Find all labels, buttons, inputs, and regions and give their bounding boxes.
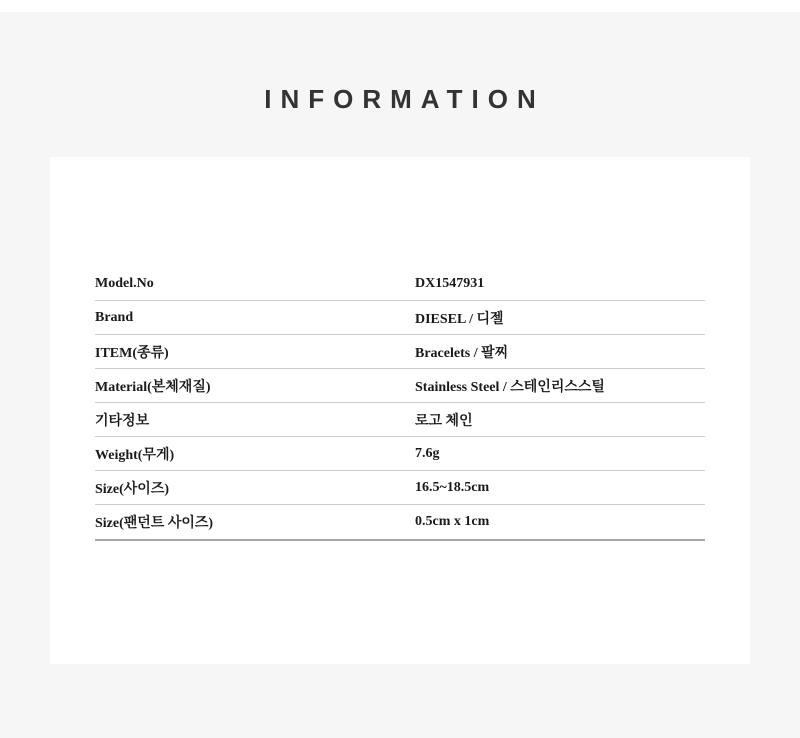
information-section bbox=[0, 12, 800, 738]
row-label: Brand bbox=[95, 309, 134, 325]
row-value: DX1547931 bbox=[415, 275, 485, 291]
row-label: 기타정보 bbox=[95, 413, 150, 429]
row-value: Bracelets / 팔찌 bbox=[415, 345, 509, 361]
table-row bbox=[95, 505, 705, 539]
row-value: Stainless Steel / 스테인리스스틸 bbox=[415, 379, 605, 395]
row-value: 0.5cm x 1cm bbox=[415, 514, 490, 529]
row-label: ITEM(종류) bbox=[95, 345, 169, 361]
row-label: Weight(무게) bbox=[95, 447, 175, 463]
row-value: 7.6g bbox=[415, 445, 440, 461]
table-row bbox=[95, 471, 705, 505]
top-white-strip bbox=[0, 0, 800, 12]
row-value: 로고 체인 bbox=[415, 413, 473, 429]
table-row bbox=[95, 437, 705, 471]
row-value: DIESEL / 디젤 bbox=[415, 311, 504, 327]
row-label: Size(사이즈) bbox=[95, 481, 169, 497]
table-row bbox=[95, 301, 705, 335]
table-row bbox=[95, 369, 705, 403]
row-value: 16.5~18.5cm bbox=[415, 479, 490, 495]
table-row bbox=[95, 335, 705, 369]
row-label: Model.No bbox=[95, 275, 154, 291]
page-title: INFORMATION bbox=[264, 84, 545, 114]
row-label: Size(팬던트 사이즈) bbox=[95, 516, 214, 531]
table-row bbox=[95, 403, 705, 437]
row-label: Material(본체재질) bbox=[95, 379, 211, 395]
info-card bbox=[50, 157, 750, 664]
info-table bbox=[95, 267, 705, 541]
table-row bbox=[95, 267, 705, 301]
